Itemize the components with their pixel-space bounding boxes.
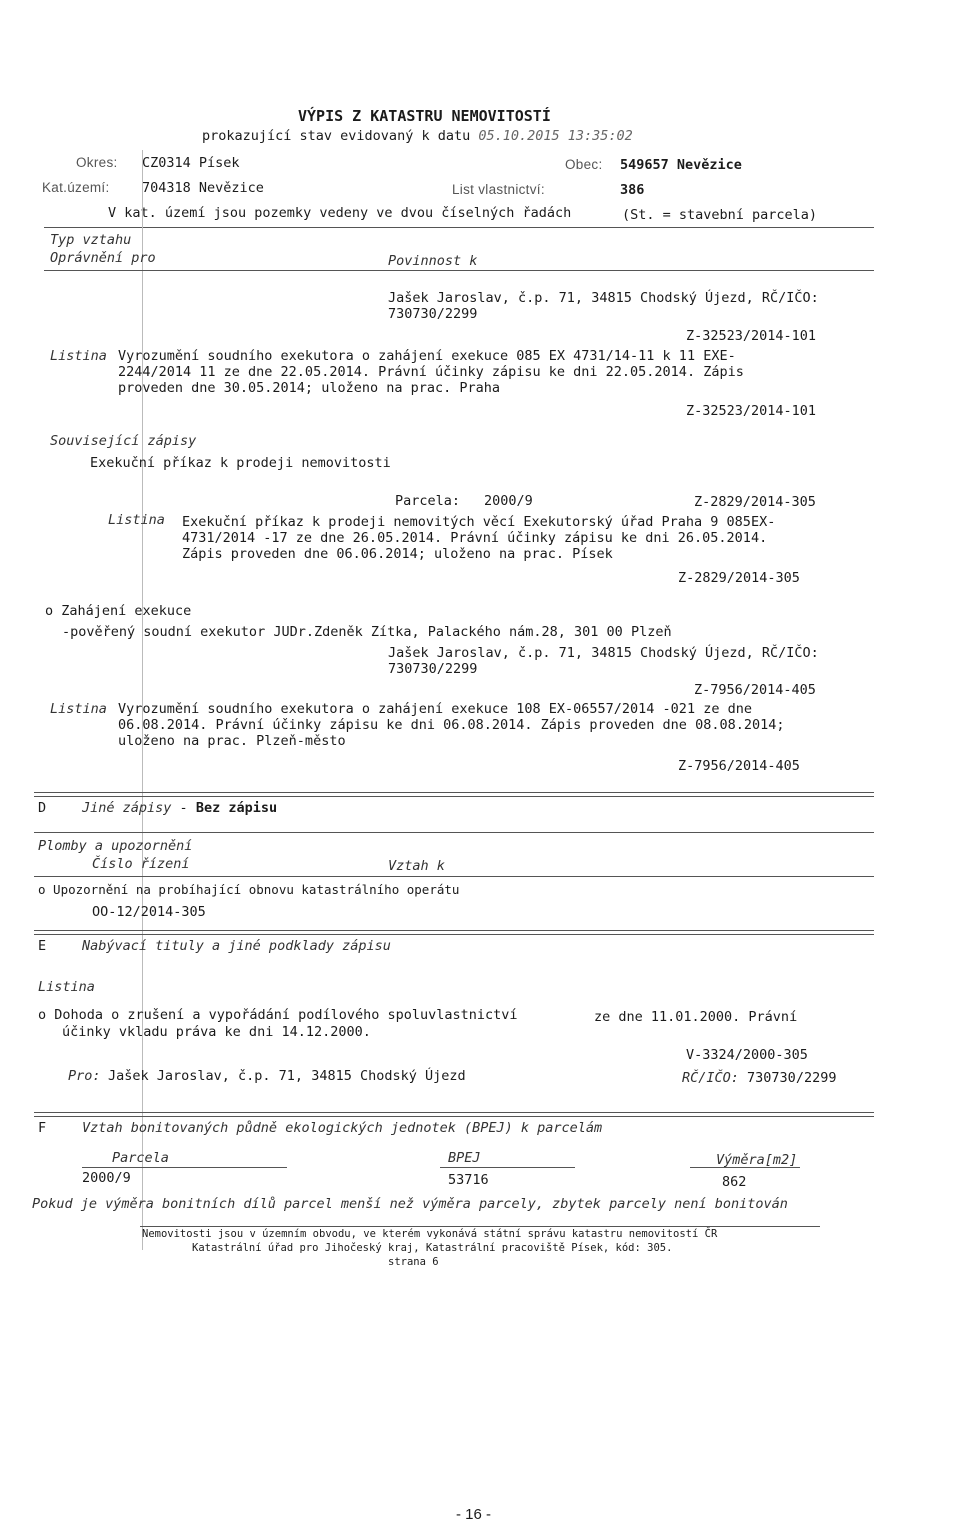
table-row-vymera: 862: [722, 1174, 747, 1190]
entry3-ref-top: Z-7956/2014-405: [694, 682, 816, 698]
document-title: VÝPIS Z KATASTRU NEMOVITOSTÍ: [298, 107, 551, 125]
left-guide-line: [142, 150, 143, 1250]
section-e-listina-label: Listina: [38, 979, 95, 995]
souvisejici-label: Související zápisy: [50, 433, 197, 449]
entry3-listina-line1: Vyrozumění soudního exekutora o zahájení exekuce 108 EX-06557/2014 -021 ze dne: [118, 701, 752, 717]
extract-datetime: 05.10.2015 13:35:02: [478, 128, 633, 144]
footer-line3: strana 6: [388, 1256, 439, 1268]
entry1-owner-line2: 730730/2299: [388, 306, 478, 322]
parcela-label: Parcela:: [395, 493, 461, 509]
entry2-listina-line2: 4731/2014 -17 ze dne 26.05.2014. Právní účinky zápisu ke dni 26.05.2014.: [182, 530, 768, 546]
obec-label: Obec:: [565, 157, 603, 172]
parcela-value: 2000/9: [484, 493, 533, 509]
section-e-item-line2: účinky vkladu práva ke dni 14.12.2000.: [62, 1024, 371, 1040]
section-f-title: Vztah bonitovaných půdně ekologických jednotek (BPEJ) k parcelám: [82, 1120, 603, 1136]
entry2-ref-bottom: Z-2829/2014-305: [678, 570, 800, 586]
col-bpej: BPEJ: [448, 1150, 481, 1166]
entry3-owner-line2: 730730/2299: [388, 661, 478, 677]
souvisejici-value: Exekuční příkaz k prodeji nemovitosti: [90, 455, 391, 471]
lv-value: 386: [620, 182, 645, 198]
section-e-title: Nabývací tituly a jiné podklady zápisu: [82, 938, 391, 954]
entry3-listina-line3: uloženo na prac. Plzeň-město: [118, 733, 346, 749]
rc-ico-label: RČ/IČO:: [682, 1070, 739, 1086]
entry3-listina-line2: 06.08.2014. Právní účinky zápisu ke dni 06.08.2014. Zápis proveden dne 08.08.2014;: [118, 717, 785, 733]
pro-value: Jašek Jaroslav, č.p. 71, 34815 Chodský Újezd: [108, 1068, 466, 1084]
section-e-item-line1: o Dohoda o zrušení a vypořádání podílového spoluvlastnictví: [38, 1007, 518, 1023]
plomby-divider: [34, 832, 874, 833]
subtitle-prefix: prokazující stav evidovaný k datu: [202, 128, 471, 144]
cislo-rizeni-label: Číslo řízení: [92, 856, 190, 872]
entry1-listina-line2: 2244/2014 11 ze dne 22.05.2014. Právní účinky zápisu ke dni 22.05.2014. Zápis: [118, 364, 744, 380]
entry3-title: o Zahájení exekuce: [45, 603, 192, 619]
table-row-bpej: 53716: [448, 1172, 489, 1188]
section-d-heading: [82, 800, 277, 816]
katuzemi-value: 704318 Nevězice: [142, 180, 264, 196]
katuzemi-label: Kat.území:: [42, 180, 110, 195]
table-underline-3: [690, 1167, 800, 1168]
table-row-parcela: 2000/9: [82, 1170, 131, 1186]
entry2-ref-top: Z-2829/2014-305: [694, 494, 816, 510]
opravneni-pro-label: Oprávnění pro: [50, 250, 156, 266]
footer-line2: Katastrální úřad pro Jihočeský kraj, Katastrální pracoviště Písek, kód: 305.: [192, 1242, 673, 1254]
section-d-value: Bez zápisu: [195, 800, 278, 816]
table-underline-2: [440, 1167, 575, 1168]
obec-value: 549657 Nevězice: [620, 157, 742, 173]
section-e-divider: [34, 930, 874, 935]
entry2-listina-line3: Zápis proveden dne 06.06.2014; uloženo na prac. Písek: [182, 546, 613, 562]
section-e-letter: E: [38, 938, 47, 954]
table-underline-1: [82, 1167, 287, 1168]
section-d-title: Jiné zápisy: [82, 800, 172, 816]
section-e-item-date: ze dne 11.01.2000. Právní: [594, 1009, 798, 1025]
column-header-divider: [44, 270, 874, 271]
plomby-title: Plomby a upozornění: [38, 838, 193, 854]
entry3-owner-line1: Jašek Jaroslav, č.p. 71, 34815 Chodský Újezd, RČ/IČO:: [388, 645, 819, 661]
col-parcela: Parcela: [112, 1150, 169, 1166]
entry1-listina-line3: proveden dne 30.05.2014; uloženo na prac. Praha: [118, 380, 501, 396]
section-f-divider: [34, 1112, 874, 1117]
rc-ico: [682, 1070, 836, 1086]
entry3-ref-bottom: Z-7956/2014-405: [678, 758, 800, 774]
plomby-column-divider: [34, 876, 874, 877]
entry1-ref-top: Z-32523/2014-101: [686, 328, 817, 344]
entry2-listina-line1: Exekuční příkaz k prodeji nemovitých věcí Exekutorský úřad Praha 9 085EX-: [182, 514, 776, 530]
entry1-owner-line1: Jašek Jaroslav, č.p. 71, 34815 Chodský Újezd, RČ/IČO:: [388, 290, 819, 306]
footer-line1: Nemovitosti jsou v územním obvodu, ve kterém vykonává státní správu katastru nemovitostí ČR: [142, 1228, 718, 1240]
stavebni-note: (St. = stavební parcela): [622, 207, 818, 223]
okres-value: CZ0314 Písek: [142, 155, 240, 171]
plomby-item-ref: OO-12/2014-305: [92, 904, 206, 920]
section-f-letter: F: [38, 1120, 47, 1136]
pro-label: Pro:: [68, 1068, 101, 1084]
section-f-note: Pokud je výměra bonitních dílů parcel menší než výměra parcely, zbytek parcely není bonitován: [32, 1196, 788, 1212]
section-d-letter: D: [38, 800, 47, 816]
footer-divider: [140, 1226, 820, 1227]
lv-label: List vlastnictví:: [452, 182, 545, 197]
vztah-k-label: Vztah k: [388, 858, 445, 874]
col-vymera: Výměra[m2]: [716, 1152, 798, 1168]
entry1-ref-bottom: Z-32523/2014-101: [686, 403, 817, 419]
section-d-dash: -: [179, 800, 188, 816]
page-number: - 16 -: [456, 1506, 492, 1523]
typ-vztahu-label: Typ vztahu: [50, 232, 132, 248]
plomby-item: o Upozornění na probíhající obnovu katastrálního operátu: [38, 882, 460, 897]
entry3-subtitle: -pověřený soudní exekutor JUDr.Zdeněk Zítka, Palackého nám.28, 301 00 Plzeň: [62, 624, 672, 640]
header-divider: [44, 227, 874, 228]
entry3-listina-label: Listina: [50, 701, 107, 717]
numbering-note: V kat. území jsou pozemky vedeny ve dvou číselných řadách: [108, 205, 572, 221]
subtitle: [202, 128, 633, 144]
section-e-item-ref: V-3324/2000-305: [686, 1047, 808, 1063]
section-d-divider: [34, 792, 874, 797]
entry1-listina-line1: Vyrozumění soudního exekutora o zahájení exekuce 085 EX 4731/14-11 k 11 EXE-: [118, 348, 736, 364]
povinnost-k-label: Povinnost k: [388, 253, 478, 269]
entry1-listina-label: Listina: [50, 348, 107, 364]
entry2-listina-label: Listina: [108, 512, 165, 528]
okres-label: Okres:: [76, 155, 118, 170]
rc-ico-value: 730730/2299: [747, 1070, 837, 1086]
